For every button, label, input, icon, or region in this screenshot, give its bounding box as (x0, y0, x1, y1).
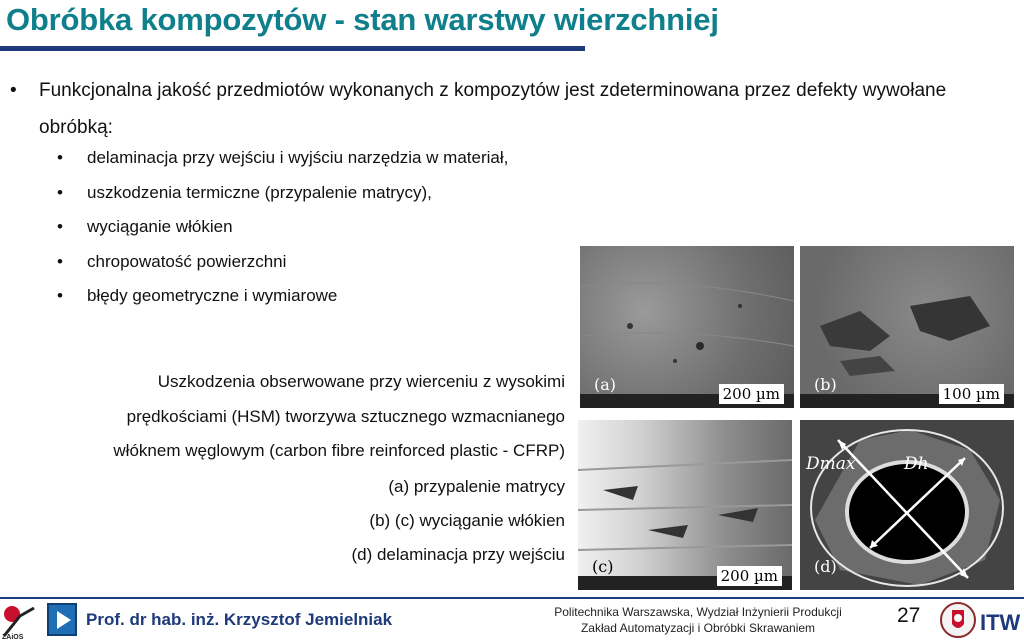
dmax-label: Dmax (806, 454, 856, 474)
caption-line: prędkościami (HSM) tworzywa sztucznego wzmacnianego (126, 407, 565, 426)
bullet-dot: • (57, 217, 63, 236)
image-label: (d) (814, 557, 837, 576)
scale-bar: 200 µm (717, 566, 782, 586)
bullet-dot: • (57, 286, 63, 305)
institution (548, 604, 848, 636)
itw-logo-icon (940, 600, 1024, 640)
institution-line: Politechnika Warszawska, Wydział Inżynierii Produkcji (554, 605, 842, 619)
scale-bar: 200 µm (719, 384, 784, 404)
bullet-dot: • (57, 148, 63, 167)
scale-bar: 100 µm (939, 384, 1004, 404)
image-label: (a) (594, 375, 617, 394)
title-underline (0, 46, 585, 51)
bullet-dot: • (57, 183, 63, 202)
zaios-logo-text: ZAiOS (2, 634, 24, 640)
sub-bullet-text: chropowatość powierzchni (87, 252, 287, 271)
sem-image-a (580, 246, 794, 408)
sem-image-c (578, 420, 792, 590)
page-number: 27 (897, 604, 921, 627)
main-bullet-text: Funkcjonalna jakość przedmiotów wykonanych z kompozytów jest zdeterminowana przez defekty wywołane obróbką: (39, 80, 947, 138)
image-label: (c) (592, 557, 614, 576)
zaios-logo-icon (0, 602, 42, 640)
sub-bullet-text: delaminacja przy wejściu i wyjściu narzędzia w materiał, (87, 148, 509, 167)
dh-label: Dh (904, 454, 929, 474)
slide-title: Obróbka kompozytów - stan warstwy wierzchniej (6, 2, 719, 37)
footer-rule (0, 597, 1024, 599)
caption-line: (d) delaminacja przy wejściu (351, 545, 565, 564)
sub-bullet-text: wyciąganie włókien (87, 217, 233, 236)
bullet-dot: • (57, 252, 63, 271)
author-name: Prof. dr hab. inż. Krzysztof Jemielniak (86, 610, 393, 629)
caption-line: (a) przypalenie matrycy (388, 477, 565, 496)
caption-line: (b) (c) wyciąganie włókien (369, 511, 565, 530)
caption-line: włóknem węglowym (carbon fibre reinforced plastic - CFRP) (113, 441, 565, 460)
sem-image-b (800, 246, 1014, 408)
next-slide-button[interactable] (47, 603, 77, 636)
caption-line: Uszkodzenia obserwowane przy wierceniu z wysokimi (157, 372, 565, 391)
sem-image-d (800, 420, 1014, 590)
sub-bullet-text: uszkodzenia termiczne (przypalenie matrycy), (87, 183, 432, 202)
bullet-dot: • (10, 80, 17, 101)
institution-line: Zakład Automatyzacji i Obróbki Skrawaniem (580, 621, 816, 635)
image-label: (b) (814, 375, 837, 394)
itw-logo-text: ITW (980, 610, 1021, 635)
sub-bullet-text: błędy geometryczne i wymiarowe (87, 286, 338, 305)
